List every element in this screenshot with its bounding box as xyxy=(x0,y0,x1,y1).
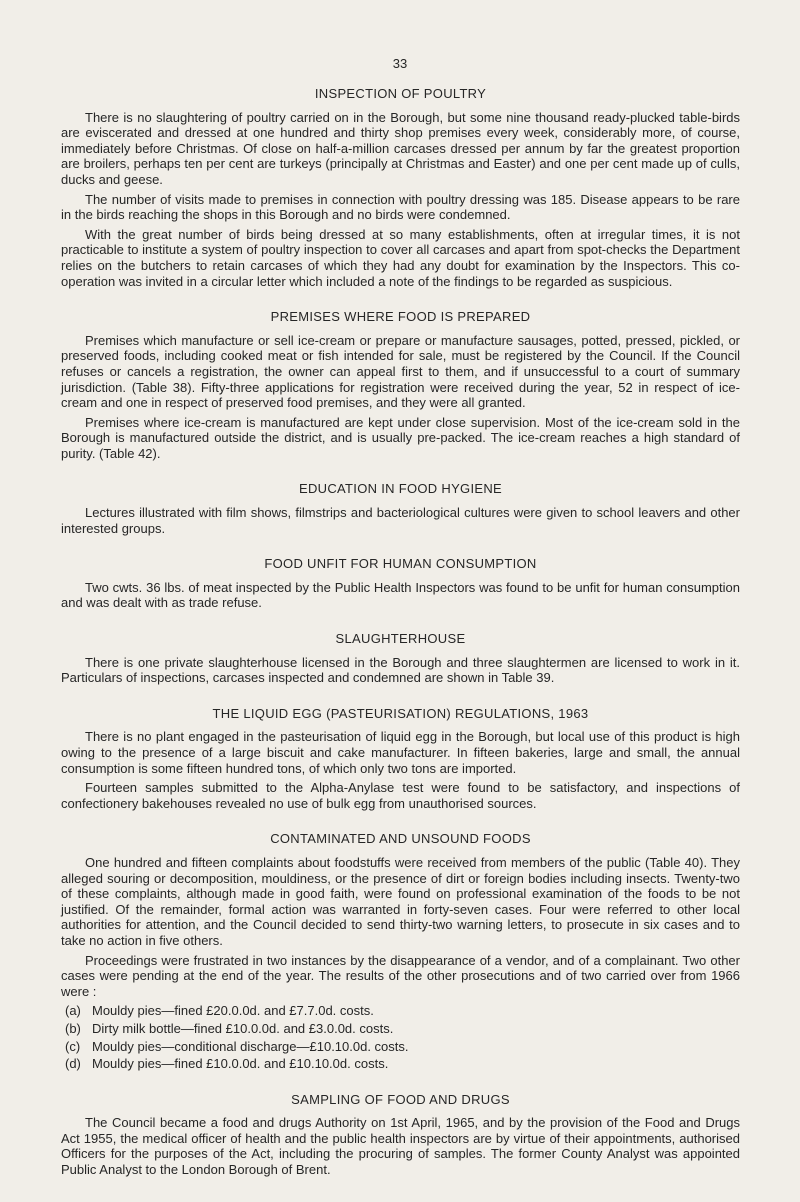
list-marker: (c) xyxy=(65,1038,81,1054)
paragraph: One hundred and fifteen complaints about foodstuffs were received from members of the public (Table 40). They alleged souring or decomposition, mouldiness, or the presence of dirt or foreign bodies including insects. Twenty-two of these complaints, although made in good faith, were found on professional examination of the foods to be not justified. Of the remainder, formal action was warranted in forty-seven cases. Four were referred to other local authorities for attention, and the Council decided to send thirty-two warning letters, to prosecute in six cases and to take no action in five others. xyxy=(61,854,740,948)
paragraph: Premises where ice-cream is manufactured are kept under close supervision. Most of the ice-cream sold in the Borough is manufactured outside the district, and is usually pre-packed. The ice-cream reaches a high standard of purity. (Table 42). xyxy=(61,414,740,461)
list-item-text: Mouldy pies—fined £20.0.0d. and £7.7.0d. costs. xyxy=(92,1003,374,1019)
list-marker: (d) xyxy=(65,1056,81,1072)
paragraph: There is no slaughtering of poultry carried on in the Borough, but some nine thousand ready-plucked table-birds are eviscerated and dressed at one hundred and thirty shop premises every week, considerably more, of course, immediately before Christmas. Of close on half-a-million carcases dressed per annum by far the greatest proportion are broilers, perhaps ten per cent are turkeys (principally at Christmas and Easter) and one per cent made up of culls, ducks and geese. xyxy=(61,109,740,187)
list-item xyxy=(65,1021,740,1037)
section-heading: FOOD UNFIT FOR HUMAN CONSUMPTION xyxy=(264,556,537,572)
list-item xyxy=(65,1056,740,1072)
paragraph: There is no plant engaged in the pasteurisation of liquid egg in the Borough, but local use of this product is high owing to the presence of a large biscuit and cake manufacturer. In fifteen bakeries, large and small, the annual consumption is some fifteen hundred tons, of which only two tons are imported. xyxy=(61,729,740,776)
list-item xyxy=(65,1039,740,1055)
section-heading: CONTAMINATED AND UNSOUND FOODS xyxy=(270,831,531,847)
paragraph: Fourteen samples submitted to the Alpha-Anylase test were found to be satisfactory, and inspections of confectionery bakehouses revealed no use of bulk egg from unauthorised sources. xyxy=(61,780,740,811)
section-education-in-food-hygiene xyxy=(61,481,740,536)
section-heading: THE LIQUID EGG (PASTEURISATION) REGULATIONS, 1963 xyxy=(212,705,589,721)
paragraph: The Council became a food and drugs Authority on 1st April, 1965, and by the provision of the Food and Drugs Act 1955, the medical officer of health and the public health inspectors are by virtue of their appointments, authorised Officers for the purposes of the Act, including the procuring of samples. The former County Analyst was appointed Public Analyst to the London Borough of Brent. xyxy=(61,1115,740,1178)
section-heading: SLAUGHTERHOUSE xyxy=(335,631,466,647)
section-heading: SAMPLING OF FOOD AND DRUGS xyxy=(291,1091,510,1107)
paragraph: With the great number of birds being dressed at so many establishments, often at irregular times, it is not practicable to institute a system of poultry inspection to cover all carcases and apart from spot-checks the Department relies on the butchers to retain carcases of which they had any doubt for examination by the Inspectors. This co-operation was invited in a circular letter which included a note of the findings to be regarded as suspicious. xyxy=(61,226,740,289)
section-heading: PREMISES WHERE FOOD IS PREPARED xyxy=(270,309,531,325)
list-item-text: Mouldy pies—fined £10.0.0d. and £10.10.0d. costs. xyxy=(92,1056,389,1072)
paragraph: Premises which manufacture or sell ice-cream or prepare or manufacture sausages, potted, pressed, pickled, or preserved foods, including cooked meat or fish intended for sale, must be registered by the Council. If the Council refuses or cancels a registration, the owner can appeal first to them, and if unsuccessful to a court of summary jurisdiction. (Table 38). Fifty-three applications for registration were received during the year, 52 in respect of ice-cream and one in respect of preserved food premises, and they were all granted. xyxy=(61,332,740,411)
list-marker: (a) xyxy=(65,1003,81,1019)
section-heading: EDUCATION IN FOOD HYGIENE xyxy=(299,481,502,497)
section-slaughterhouse xyxy=(61,631,740,686)
section-contaminated-foods xyxy=(61,831,740,1071)
section-inspection-of-poultry xyxy=(61,86,740,289)
section-heading: INSPECTION OF POULTRY xyxy=(314,86,487,101)
list-item xyxy=(65,1003,740,1019)
paragraph: Proceedings were frustrated in two instances by the disappearance of a vendor, and of a complainant. Two other cases were pending at the end of the year. The results of the other prosecutions and of two carried over from 1966 were : xyxy=(61,952,740,999)
paragraph: Lectures illustrated with film shows, filmstrips and bacteriological cultures were given to school leavers and other interested groups. xyxy=(61,505,740,536)
list-item-text: Mouldy pies—conditional discharge—£10.10.0d. costs. xyxy=(92,1038,409,1054)
section-sampling-of-food-and-drugs xyxy=(61,1092,740,1178)
section-food-unfit xyxy=(61,556,740,611)
paragraph: Two cwts. 36 lbs. of meat inspected by the Public Health Inspectors was found to be unfit for human consumption and was dealt with as trade refuse. xyxy=(61,579,740,611)
list-marker: (b) xyxy=(65,1020,81,1036)
paragraph: The number of visits made to premises in connection with poultry dressing was 185. Disease appears to be rare in the birds reaching the shops in this Borough and no birds were condemned. xyxy=(61,191,740,223)
paragraph: There is one private slaughterhouse licensed in the Borough and three slaughtermen are licensed to work in it. Particulars of inspections, carcases inspected and condemned are shown in Table 39. xyxy=(61,654,740,686)
document-body xyxy=(61,86,740,1198)
prosecution-results-list xyxy=(61,1003,740,1071)
section-liquid-egg-regulations xyxy=(61,706,740,812)
section-premises-where-food-is-prepared xyxy=(61,309,740,461)
list-item-text: Dirty milk bottle—fined £10.0.0d. and £3.0.0d. costs. xyxy=(92,1020,394,1036)
page-number: 33 xyxy=(392,56,408,71)
